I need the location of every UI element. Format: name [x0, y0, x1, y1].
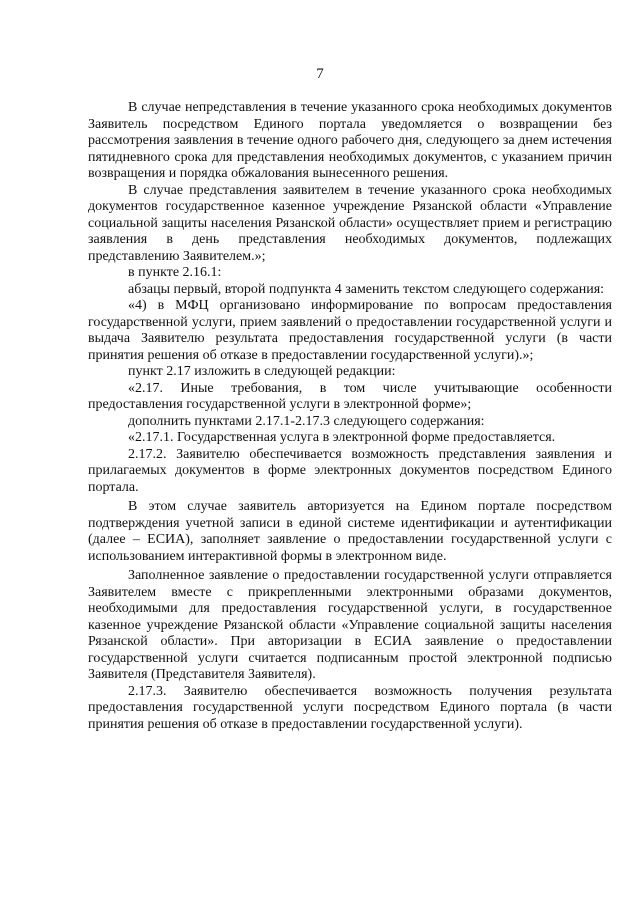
paragraph: В этом случае заявитель авторизуется на Едином портале посредством подтверждения учетной записи в единой системе идентификации и аутентификации (далее – ЕСИА), заполняет заявление о предоставлении государственной услуги с использованием интерактивной формы в электронном виде. [88, 499, 612, 564]
paragraph: Заполненное заявление о предоставлении государственной услуги отправляется Заявителем вместе с прикрепленными электронными образами документов, необходимыми для предоставления государственной услуги, в государственное казенное учреждение Рязанской области «Управление социальной защиты населения Рязанской области». При авторизации в ЕСИА заявление о предоставлении государственной услуги считается подписанным простой электронной подписью Заявителя (Представителя Заявителя). [88, 568, 612, 682]
paragraph: «4) в МФЦ организовано информирование по вопросам предоставления государственной услуги, прием заявлений о предоставлении государственной услуги и выдача Заявителю результата предоставления государственной услуги (в части принятия решения об отказе в предоставлении государственной услуги).»; [88, 298, 612, 363]
paragraph: абзацы первый, второй подпункта 4 заменить текстом следующего содержания: [128, 281, 605, 297]
paragraph: «2.17.1. Государственная услуга в электронной форме предоставляется. [128, 430, 556, 445]
paragraph: 2.17.2. Заявителю обеспечивается возможность представления заявления и прилагаемых документов в форме электронных документов посредством Единого портала. [88, 446, 612, 495]
paragraph: 2.17.3. Заявителю обеспечивается возможность получения результата предоставления государственной услуги посредством Единого портала (в части принятия решения об отказе в предоставлении государственной услуги). [88, 683, 612, 732]
paragraph: пункт 2.17 изложить в следующей редакции: [128, 364, 396, 379]
paragraph: в пункте 2.16.1: [128, 265, 222, 280]
paragraph: В случае непредставления в течение указанного срока необходимых документов Заявитель посредством Единого портала уведомляется о возвращении без рассмотрения заявления в течение одного рабочего дня, следующего за днем истечения пятидневного срока для представления необходимых документов, с указанием причин возвращения и порядка обжалования вынесенного решения. [88, 100, 612, 181]
paragraph: дополнить пунктами 2.17.1-2.17.3 следующего содержания: [128, 413, 485, 429]
paragraph: В случае представления заявителем в течение указанного срока необходимых документов государственное казенное учреждение Рязанской области «Управление социальной защиты населения Рязанской области» осуществляет прием и регистрацию заявления в день представления необходимых документов, подлежащих представлению Заявителем.»; [88, 182, 612, 264]
document-body [88, 100, 612, 733]
page-number: 7 [316, 66, 324, 82]
paragraph: «2.17. Иные требования, в том числе учитывающие особенности предоставления государственной услуги в электронной форме»; [88, 380, 612, 412]
